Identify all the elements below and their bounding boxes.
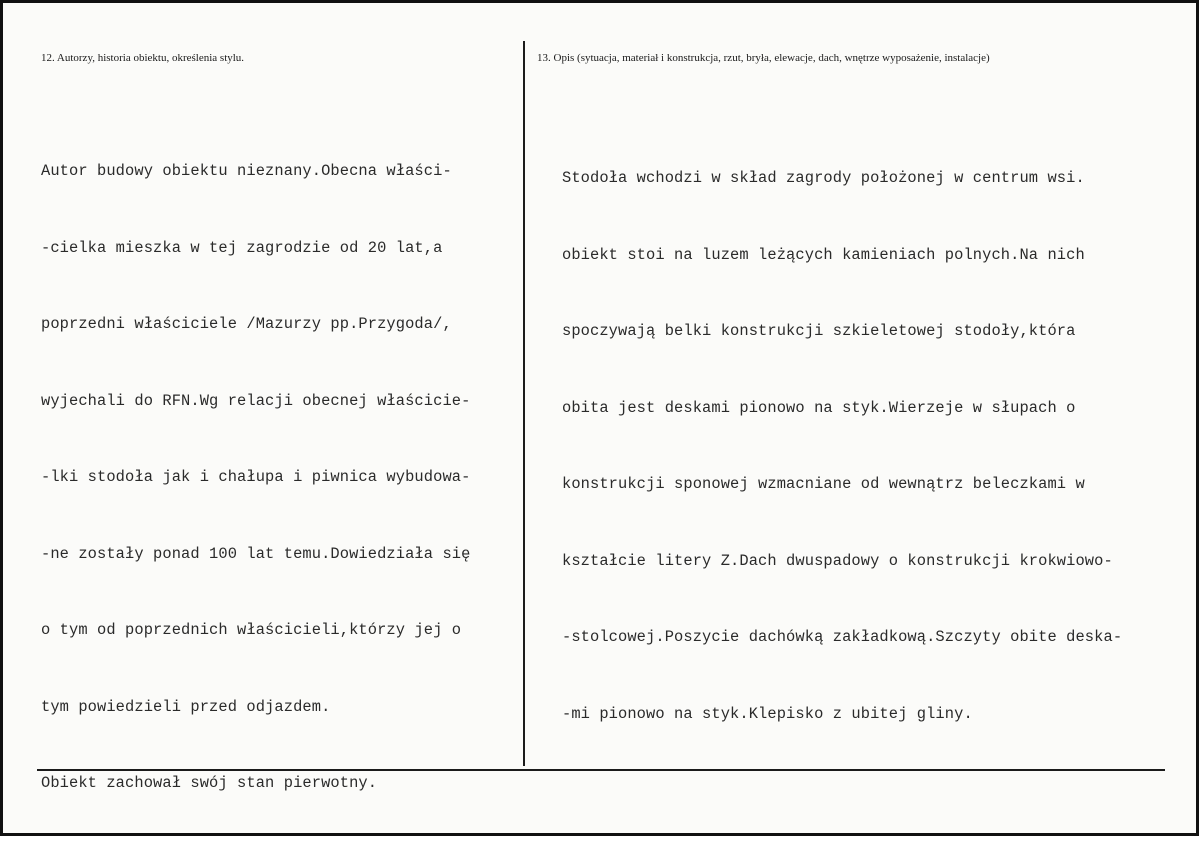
text-line: -ne zostały ponad 100 lat temu.Dowiedziała się [41, 544, 471, 563]
text-line: kształcie litery Z.Dach dwuspadowy o konstrukcji krokwiowo- [562, 551, 1113, 570]
text-line: tym powiedzieli przed odjazdem. [41, 697, 331, 716]
text-line: -cielka mieszka w tej zagrodzie od 20 lat,a [41, 238, 443, 257]
text-line: poprzedni właściciele /Mazurzy pp.Przygoda/, [41, 315, 452, 333]
text-line: o tym od poprzednich właścicieli,którzy jej o [41, 621, 462, 639]
text-line: konstrukcji sponowej wzmacniane od wewnątrz beleczkami w [562, 475, 1085, 493]
column-divider [523, 41, 525, 766]
text-line: obita jest deskami pionowo na styk.Wierzeje w słupach o [562, 398, 1076, 417]
text-line: -stolcowej.Poszycie dachówką zakładkową.Szczyty obite deska- [562, 628, 1123, 646]
text-line: obiekt stoi na luzem leżących kamieniach polnych.Na nich [562, 245, 1085, 264]
text-line: Obiekt zachował swój stan pierwotny. [41, 774, 378, 792]
text-line: Stodoła wchodzi w skład zagrody położonej w centrum wsi. [562, 169, 1085, 187]
section-13-header: 13. Opis (sytuacja, materiał i konstrukcja, rzut, bryła, elewacje, dach, wnętrze wyposażenie, instalacje) [537, 52, 990, 64]
section-13-text [562, 115, 1122, 778]
bottom-rule [37, 769, 1165, 771]
section-12-header: 12. Autorzy, historia obiektu, określenia stylu. [41, 52, 245, 64]
text-line: wyjechali do RFN.Wg relacji obecnej właścicie- [41, 391, 471, 410]
text-line: Autor budowy obiektu nieznany.Obecna właści- [41, 162, 452, 180]
text-line: spoczywają belki konstrukcji szkieletowej stodoły,która [562, 322, 1076, 340]
text-line: -lki stodoła jak i chałupa i piwnica wybudowa- [41, 468, 471, 486]
text-line: -mi pionowo na styk.Klepisko z ubitej gliny. [562, 704, 973, 723]
section-12-text [41, 108, 470, 848]
